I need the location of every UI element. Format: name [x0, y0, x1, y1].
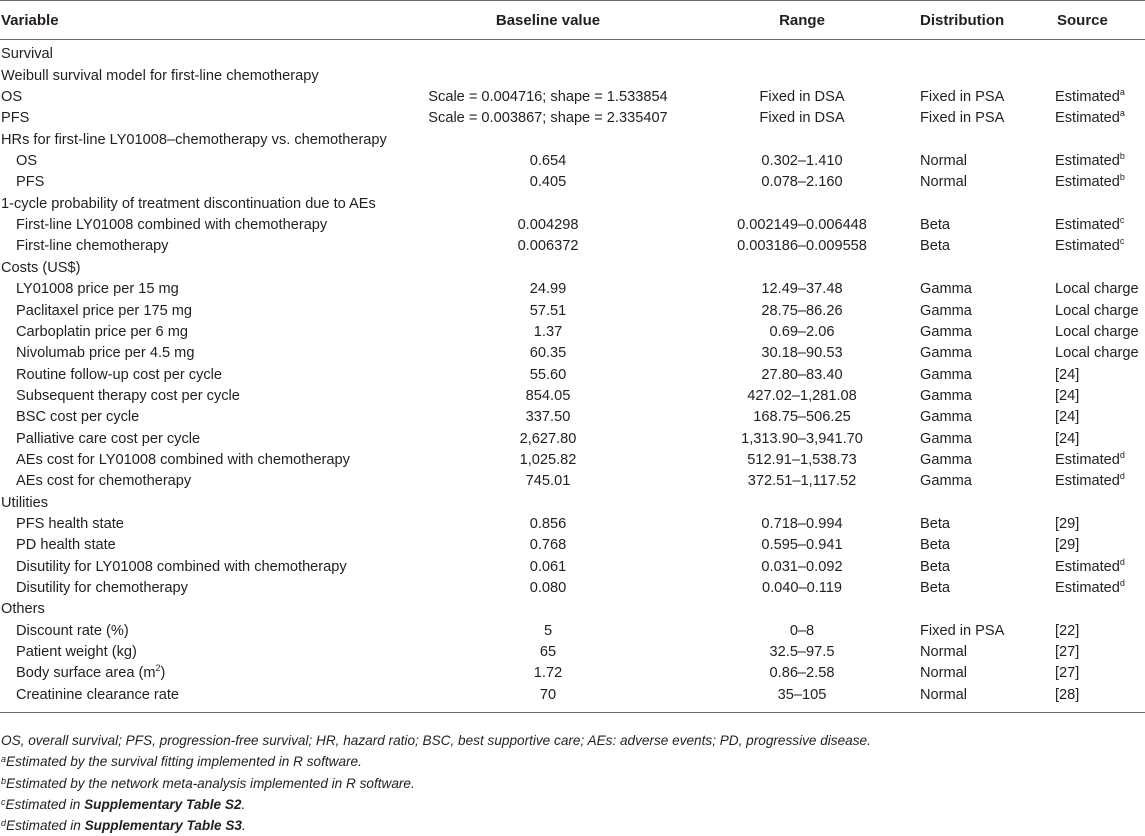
- cell-source: [1043, 151, 1145, 172]
- header-range: Range: [696, 1, 908, 40]
- table-row: [0, 514, 1145, 535]
- cell-distribution: Fixed in PSA: [920, 110, 1005, 127]
- table-row: [0, 300, 1145, 321]
- cell-source: [1043, 471, 1145, 492]
- abbreviations-note: OS, overall survival; PFS, progression-free survival; HR, hazard ratio; BSC, best supportive care; AEs: adverse events; PD, progressive disease.: [1, 733, 871, 748]
- cell-distribution: Beta: [920, 537, 951, 554]
- cell-distribution: Normal: [920, 174, 968, 191]
- footnote-marker: c: [1119, 215, 1125, 226]
- cell-source: [1043, 321, 1145, 342]
- cell-range: 0.718–0.994: [761, 515, 843, 532]
- source-text: Estimated: [1055, 558, 1120, 575]
- table-row: [0, 535, 1145, 556]
- source-text: Estimated: [1055, 579, 1120, 596]
- header-distribution: Distribution: [908, 1, 1043, 40]
- cell-variable: [0, 556, 400, 577]
- cell-range: 0.002149–0.006448: [737, 217, 867, 234]
- cell-baseline-value: 60.35: [529, 345, 567, 362]
- section-label: HRs for first-line LY01008–chemotherapy vs. chemotherapy: [1, 131, 387, 148]
- cell-source: [1043, 407, 1145, 428]
- cell-range: 0.078–2.160: [761, 174, 843, 191]
- footnote-marker: a: [1119, 108, 1125, 119]
- cell-distribution: Beta: [920, 579, 951, 596]
- cell-source: [1043, 172, 1145, 193]
- cell-baseline-value: 1.72: [533, 665, 563, 682]
- table-row: [0, 684, 1145, 712]
- table-row: [0, 343, 1145, 364]
- cell-range: 168.75–506.25: [753, 409, 851, 426]
- source-text: Estimated: [1055, 217, 1120, 234]
- cell-source: [1043, 343, 1145, 364]
- cell-baseline-value: 0.080: [529, 579, 567, 596]
- cell-variable: [0, 407, 400, 428]
- cell-range: 0.031–0.092: [761, 558, 843, 575]
- variable-text: PD health state: [16, 537, 116, 554]
- footnote-text: Estimated by the network meta-analysis implemented in R software.: [6, 775, 415, 791]
- cell-distribution: Beta: [920, 238, 951, 255]
- variable-text: Paclitaxel price per 175 mg: [16, 302, 193, 319]
- table-row: [0, 279, 1145, 300]
- cell-variable: [0, 172, 400, 193]
- cell-distribution: Beta: [920, 217, 951, 234]
- footnote: [1, 815, 871, 836]
- cell-baseline-value: 0.004298: [517, 217, 579, 234]
- table-row: [0, 87, 1145, 108]
- cell-source: [1043, 663, 1145, 684]
- cell-baseline-value: 70: [400, 684, 696, 712]
- cell-variable: [0, 321, 400, 342]
- table-row: [0, 428, 1145, 449]
- footnote-marker: a: [1119, 87, 1125, 98]
- variable-text-after: ): [160, 665, 166, 682]
- cell-variable: [0, 236, 400, 257]
- table-row: [0, 172, 1145, 193]
- cell-distribution: Gamma: [920, 409, 972, 426]
- footnote-bold-ref: Supplementary Table S3: [84, 818, 242, 834]
- source-text: Estimated: [1055, 473, 1120, 490]
- variable-text: Discount rate (%): [16, 622, 129, 639]
- variable-text: Palliative care cost per cycle: [16, 430, 201, 447]
- cell-source: [1043, 87, 1145, 108]
- variable-text: AEs cost for chemotherapy: [16, 473, 192, 490]
- source-text: Local charge: [1055, 281, 1139, 298]
- cell-range: 12.49–37.48: [761, 281, 843, 298]
- cell-baseline-value: 0.405: [529, 174, 567, 191]
- header-source: Source: [1043, 1, 1145, 40]
- footnote-marker: a: [1, 754, 7, 765]
- footnote-bold-ref: Supplementary Table S2: [84, 796, 242, 812]
- section-row: [0, 65, 1145, 86]
- section-row: [0, 193, 1145, 214]
- table-row: [0, 108, 1145, 129]
- source-text: [28]: [1055, 686, 1080, 703]
- variable-text: Body surface area (m: [16, 665, 156, 682]
- section-row: [0, 257, 1145, 278]
- section-row: [0, 599, 1145, 620]
- variable-text: Subsequent therapy cost per cycle: [16, 387, 240, 404]
- cell-range: 0–8: [789, 622, 815, 639]
- cell-distribution: Gamma: [920, 345, 972, 362]
- cell-baseline-value: 745.01: [525, 473, 571, 490]
- cell-range: 0.040–0.119: [761, 579, 843, 596]
- table-row: [0, 364, 1145, 385]
- footnote-text-after: .: [241, 796, 246, 812]
- cell-distribution: Normal: [920, 644, 968, 660]
- cell-source: [1043, 450, 1145, 471]
- cell-source: [1043, 514, 1145, 535]
- cell-range: 32.5–97.5: [769, 644, 835, 660]
- cell-source: [1043, 535, 1145, 556]
- cell-baseline-value: Scale = 0.003867; shape = 2.335407: [428, 110, 668, 127]
- cell-baseline-value: 65: [539, 644, 557, 660]
- footnote-marker: b: [1, 775, 7, 786]
- table-notes: [1, 730, 871, 836]
- cell-baseline-value: 0.061: [529, 558, 567, 575]
- cell-variable: [0, 684, 400, 712]
- cell-baseline-value: Scale = 0.004716; shape = 1.533854: [428, 89, 668, 106]
- footnote-marker: d: [1119, 471, 1125, 482]
- cell-range: 35–105: [696, 684, 908, 712]
- footnote-marker: d: [1119, 449, 1125, 460]
- cell-variable: [0, 514, 400, 535]
- section-row: [0, 492, 1145, 513]
- cell-range: 30.18–90.53: [761, 345, 843, 362]
- cell-baseline-value: 1.37: [533, 323, 563, 340]
- cell-baseline-value: 24.99: [529, 281, 567, 298]
- variable-text: Disutility for LY01008 combined with chemotherapy: [16, 558, 347, 575]
- cell-range: 27.80–83.40: [761, 366, 843, 383]
- source-text: [24]: [1055, 366, 1080, 383]
- variable-text: AEs cost for LY01008 combined with chemotherapy: [16, 451, 350, 468]
- cell-baseline-value: 0.856: [529, 515, 567, 532]
- source-text: Estimated: [1055, 174, 1120, 191]
- cell-source: [1043, 236, 1145, 257]
- cell-source: [1043, 428, 1145, 449]
- source-text: [24]: [1055, 430, 1080, 447]
- cell-range: 0.595–0.941: [761, 537, 843, 554]
- cell-source: [1043, 386, 1145, 407]
- variable-text: Creatinine clearance rate: [16, 686, 180, 703]
- cell-variable: [0, 151, 400, 172]
- table-row: [0, 578, 1145, 599]
- table-row: [0, 642, 1145, 663]
- cell-range: 372.51–1,117.52: [747, 473, 857, 490]
- cell-variable: [0, 663, 400, 684]
- cell-variable: [0, 386, 400, 407]
- cell-variable: [0, 450, 400, 471]
- cell-distribution: Normal: [908, 684, 1043, 712]
- source-text: Local charge: [1055, 323, 1139, 340]
- cell-source: [1043, 300, 1145, 321]
- section-row: [0, 40, 1145, 66]
- cell-baseline-value: 0.654: [529, 153, 567, 170]
- cell-variable: [0, 279, 400, 300]
- cell-distribution: Beta: [920, 515, 951, 532]
- variable-text: Patient weight (kg): [16, 644, 137, 660]
- cell-source: [1043, 279, 1145, 300]
- cell-distribution: Fixed in PSA: [920, 89, 1005, 106]
- variable-text: Disutility for chemotherapy: [16, 579, 188, 596]
- footnote: [1, 773, 871, 794]
- cell-source: [1043, 556, 1145, 577]
- footnote-marker: c: [1, 796, 6, 807]
- cell-variable: [0, 620, 400, 641]
- cell-source: [1043, 578, 1145, 599]
- section-label: Weibull survival model for first-line chemotherapy: [1, 67, 319, 84]
- footnote-marker: d: [1119, 556, 1125, 567]
- variable-text: Routine follow-up cost per cycle: [16, 366, 223, 383]
- variable-text: First-line chemotherapy: [16, 238, 169, 255]
- header-baseline-value: Baseline value: [400, 1, 696, 40]
- cell-range: 0.86–2.58: [769, 665, 835, 682]
- cell-variable: [0, 343, 400, 364]
- table-row: [0, 321, 1145, 342]
- table-row: [0, 556, 1145, 577]
- cell-baseline-value: 0.006372: [517, 238, 579, 255]
- cell-variable: [0, 364, 400, 385]
- cell-distribution: Normal: [920, 665, 968, 682]
- cell-distribution: Normal: [920, 153, 968, 170]
- section-label: Others: [1, 601, 45, 618]
- section-label: Survival: [1, 46, 53, 63]
- table-header: [0, 1, 1145, 40]
- cell-variable: [0, 578, 400, 599]
- cell-source: [1043, 684, 1145, 712]
- variable-text: PFS: [16, 174, 45, 191]
- source-text: Local charge: [1055, 302, 1139, 319]
- cell-range: Fixed in DSA: [759, 89, 845, 106]
- variable-text: PFS health state: [16, 515, 124, 532]
- variable-text: OS: [16, 153, 38, 170]
- cell-variable: [0, 535, 400, 556]
- cell-distribution: Gamma: [920, 302, 972, 319]
- table-row: [0, 215, 1145, 236]
- footnote-marker: b: [1119, 172, 1125, 183]
- cell-distribution: Gamma: [920, 451, 972, 468]
- source-text: [22]: [1055, 622, 1080, 639]
- cell-variable: [0, 642, 400, 663]
- footnote-text: Estimated in: [6, 818, 85, 834]
- cell-range: 1,313.90–3,941.70: [741, 430, 863, 447]
- cell-range: 0.003186–0.009558: [737, 238, 867, 255]
- footnote-text: Estimated by the survival fitting implemented in R software.: [6, 754, 362, 770]
- source-text: Local charge: [1055, 345, 1139, 362]
- cell-range: 0.69–2.06: [769, 323, 835, 340]
- footnote-marker: b: [1119, 151, 1125, 162]
- cell-source: [1043, 108, 1145, 129]
- cell-distribution: Gamma: [920, 281, 972, 298]
- cell-distribution: Gamma: [920, 366, 972, 383]
- cell-source: [1043, 364, 1145, 385]
- cell-source: [1043, 620, 1145, 641]
- source-text: [29]: [1055, 537, 1080, 554]
- cell-baseline-value: 2,627.80: [519, 430, 577, 447]
- table-row: [0, 407, 1145, 428]
- variable-text: Nivolumab price per 4.5 mg: [16, 345, 195, 362]
- source-text: [24]: [1055, 387, 1080, 404]
- variable-text: Carboplatin price per 6 mg: [16, 323, 188, 340]
- cell-source: [1043, 215, 1145, 236]
- variable-text: First-line LY01008 combined with chemotherapy: [16, 217, 328, 234]
- cell-variable: [0, 215, 400, 236]
- source-text: Estimated: [1055, 238, 1120, 255]
- footnotes: [1, 751, 871, 836]
- cell-baseline-value: 57.51: [529, 302, 567, 319]
- variable-text: LY01008 price per 15 mg: [16, 281, 179, 298]
- cell-range: 28.75–86.26: [761, 302, 843, 319]
- cell-baseline-value: 1,025.82: [519, 451, 577, 468]
- cell-baseline-value: 854.05: [525, 387, 571, 404]
- cell-distribution: Gamma: [920, 430, 972, 447]
- footnote-marker: d: [1, 818, 7, 829]
- table-row: [0, 471, 1145, 492]
- cell-baseline-value: 5: [543, 622, 553, 639]
- table-row: [0, 663, 1145, 684]
- cell-distribution: Gamma: [920, 387, 972, 404]
- source-text: Estimated: [1055, 153, 1120, 170]
- section-row: [0, 129, 1145, 150]
- section-label: 1-cycle probability of treatment discontinuation due to AEs: [1, 195, 376, 212]
- table-row: [0, 620, 1145, 641]
- cell-variable: [0, 87, 400, 108]
- cell-baseline-value: 0.768: [529, 537, 567, 554]
- footnote-marker: c: [1119, 236, 1125, 247]
- source-text: Estimated: [1055, 89, 1120, 106]
- variable-text: PFS: [1, 110, 30, 127]
- source-text: Estimated: [1055, 110, 1120, 127]
- cell-range: 0.302–1.410: [761, 153, 843, 170]
- section-label: Costs (US$): [1, 259, 81, 276]
- section-label: Utilities: [1, 494, 49, 511]
- cell-variable: [0, 108, 400, 129]
- variable-text: OS: [1, 89, 23, 106]
- source-text: [27]: [1055, 665, 1080, 682]
- table-row: [0, 151, 1145, 172]
- footnote: [1, 794, 871, 815]
- footnote-text-after: .: [241, 818, 246, 834]
- cell-baseline-value: 337.50: [525, 409, 571, 426]
- cell-distribution: Fixed in PSA: [920, 622, 1005, 639]
- cell-range: Fixed in DSA: [759, 110, 845, 127]
- table-row: [0, 450, 1145, 471]
- cell-distribution: Beta: [920, 558, 951, 575]
- cell-source: [1043, 642, 1145, 663]
- table-row: [0, 386, 1145, 407]
- cell-distribution: Gamma: [920, 323, 972, 340]
- variable-superscript: 2: [155, 663, 161, 674]
- footnote-text: Estimated in: [5, 796, 85, 812]
- cell-variable: [0, 428, 400, 449]
- source-text: [27]: [1055, 644, 1080, 660]
- cell-range: 512.91–1,538.73: [747, 451, 857, 468]
- table-body: [0, 40, 1145, 713]
- cell-range: 427.02–1,281.08: [747, 387, 857, 404]
- source-text: [29]: [1055, 515, 1080, 532]
- header-variable: Variable: [0, 1, 400, 40]
- footnote-marker: d: [1119, 577, 1125, 588]
- footnote: [1, 751, 871, 772]
- table-row: [0, 236, 1145, 257]
- variable-text: BSC cost per cycle: [16, 409, 140, 426]
- cell-baseline-value: 55.60: [529, 366, 567, 383]
- cell-variable: [0, 300, 400, 321]
- cell-distribution: Gamma: [920, 473, 972, 490]
- source-text: Estimated: [1055, 451, 1120, 468]
- cell-variable: [0, 471, 400, 492]
- source-text: [24]: [1055, 409, 1080, 426]
